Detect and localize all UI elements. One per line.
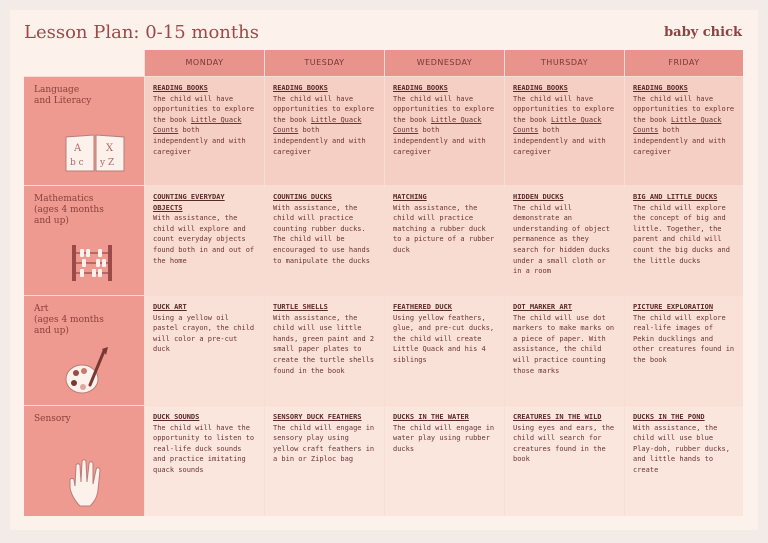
category-mathematics — [24, 185, 144, 295]
activity-title: READING BOOKS — [633, 84, 688, 92]
day-header-friday: FRIDAY — [624, 50, 743, 76]
plan-cell — [504, 185, 624, 295]
day-header-wednesday: WEDNESDAY — [384, 50, 504, 76]
activity-text: The child will have opportunities to explore the book — [273, 94, 375, 124]
plan-cell — [624, 76, 743, 185]
book-title: Little Quack Counts — [513, 115, 602, 135]
activity-title: TURTLE SHELLS — [273, 303, 328, 311]
activity-title: DUCKS IN THE WATER — [393, 413, 469, 421]
plan-cell — [144, 185, 264, 295]
plan-cell — [384, 405, 504, 516]
plan-cell — [144, 76, 264, 185]
svg-text:y Z: y Z — [100, 158, 115, 168]
book-title: Little Quack Counts — [393, 115, 482, 135]
activity-title: SENSORY DUCK FEATHERS — [273, 413, 362, 421]
activity-text: The child will have the opportunity to listen to real-life duck sounds and practice imitating quack sounds — [153, 423, 255, 474]
activity-title: READING BOOKS — [513, 84, 568, 92]
plan-cell — [264, 295, 384, 405]
activity-title: COUNTING EVERYDAY OBJECTS — [153, 193, 225, 212]
category-label-line: and up) — [34, 216, 69, 226]
activity-text: With assistance, the child will practice counting rubber ducks. The child will be encouraged to use hands to manipulate the ducks — [273, 203, 370, 265]
activity-text: Using a yellow oil pastel crayon, the child will color a pre-cut duck — [153, 313, 255, 354]
activity-title: PICTURE EXPLORATION — [633, 303, 714, 311]
abc-book-icon — [64, 131, 126, 173]
plan-cell — [264, 405, 384, 516]
activity-text: both independently and with caregiver — [513, 126, 606, 156]
category-label-line: (ages 4 months — [34, 315, 104, 325]
activity-text: The child will use dot markers to make marks on a piece of paper. With assistance, the child will practice counting those marks — [513, 313, 615, 375]
activity-title: HIDDEN DUCKS — [513, 193, 564, 201]
activity-title: MATCHING — [393, 193, 427, 201]
brand-logo: baby chick — [664, 25, 742, 40]
paint-palette-icon — [64, 345, 110, 397]
book-title: Little Quack Counts — [153, 115, 242, 135]
lesson-table — [24, 50, 743, 516]
day-header-tuesday: TUESDAY — [264, 50, 384, 76]
hand-icon — [66, 456, 110, 508]
svg-text:b c: b c — [70, 158, 84, 168]
activity-title: DUCK ART — [153, 303, 187, 311]
activity-text: Using yellow feathers, glue, and pre-cut ducks, the child will create Little Quack and his 4 siblings — [393, 313, 495, 364]
activity-text: both independently and with caregiver — [273, 126, 366, 156]
activity-text: both independently and with caregiver — [633, 126, 726, 156]
category-language-literacy — [24, 76, 144, 185]
book-title: Little Quack Counts — [633, 115, 722, 135]
table-corner — [24, 50, 144, 76]
plan-cell — [504, 405, 624, 516]
plan-cell — [144, 295, 264, 405]
activity-text: Using eyes and ears, the child will search for creatures found in the book — [513, 423, 615, 464]
activity-title: READING BOOKS — [153, 84, 208, 92]
activity-text: The child will demonstrate an understanding of object permanence as they search for hidden ducks under a small cloth or in a room — [513, 203, 610, 276]
activity-text: The child will engage in water play using rubber ducks — [393, 423, 495, 453]
activity-text: both independently and with caregiver — [153, 126, 246, 156]
category-label-line: and Literacy — [34, 96, 92, 106]
plan-cell — [624, 185, 743, 295]
category-label-line: Art — [34, 304, 49, 314]
plan-cell — [504, 295, 624, 405]
activity-text: The child will explore real-life images of Pekin ducklings and other creatures found in the book — [633, 313, 735, 364]
plan-cell — [624, 405, 743, 516]
activity-text: With assistance, the child will explore and count everyday objects found both in and out of the home — [153, 214, 255, 265]
plan-cell — [624, 295, 743, 405]
day-header-monday: MONDAY — [144, 50, 264, 76]
svg-text:A: A — [74, 143, 82, 154]
activity-title: FEATHERED DUCK — [393, 303, 453, 311]
activity-text: The child will have opportunities to explore the book — [393, 94, 495, 124]
activity-title: CREATURES IN THE WILD — [513, 413, 602, 421]
category-label-line: (ages 4 months — [34, 205, 104, 215]
category-sensory — [24, 405, 144, 516]
activity-title: DOT MARKER ART — [513, 303, 573, 311]
activity-title: COUNTING DUCKS — [273, 193, 333, 201]
book-title: Little Quack Counts — [273, 115, 362, 135]
activity-text: The child will have opportunities to explore the book — [153, 94, 255, 124]
activity-title: DUCK SOUNDS — [153, 413, 200, 421]
category-art — [24, 295, 144, 405]
activity-text: The child will have opportunities to explore the book — [633, 94, 735, 124]
day-header-thursday: THURSDAY — [504, 50, 624, 76]
activity-title: READING BOOKS — [393, 84, 448, 92]
page-title: Lesson Plan: 0-15 months — [24, 22, 259, 43]
activity-text: both independently and with caregiver — [393, 126, 486, 156]
activity-title: DUCKS IN THE POND — [633, 413, 705, 421]
plan-cell — [504, 76, 624, 185]
activity-text: With assistance, the child will practice matching a rubber duck to a picture of a rubber duck — [393, 203, 495, 254]
plan-cell — [384, 295, 504, 405]
plan-cell — [144, 405, 264, 516]
abacus-icon — [70, 243, 114, 283]
activity-text: The child will have opportunities to explore the book — [513, 94, 615, 124]
lesson-plan-page — [10, 10, 758, 530]
activity-text: With assistance, the child will use little hands, green paint and 2 small paper plates to create the turtle shells found in the book — [273, 313, 375, 375]
svg-text:X: X — [106, 143, 114, 154]
plan-cell — [264, 185, 384, 295]
plan-cell — [384, 185, 504, 295]
activity-text: With assistance, the child will use blue Play-doh, rubber ducks, and little hands to create — [633, 423, 730, 474]
activity-text: The child will engage in sensory play using yellow craft feathers in a bin or Ziploc bag — [273, 423, 375, 464]
plan-cell — [264, 76, 384, 185]
plan-cell — [384, 76, 504, 185]
category-label-line: Sensory — [34, 414, 71, 424]
activity-text: The child will explore the concept of big and little. Together, the parent and child will count the big ducks and the little ducks — [633, 203, 730, 265]
category-label-line: Language — [34, 85, 80, 95]
activity-title: READING BOOKS — [273, 84, 328, 92]
activity-title: BIG AND LITTLE DUCKS — [633, 193, 718, 201]
category-label-line: and up) — [34, 326, 69, 336]
category-label-line: Mathematics — [34, 194, 94, 204]
